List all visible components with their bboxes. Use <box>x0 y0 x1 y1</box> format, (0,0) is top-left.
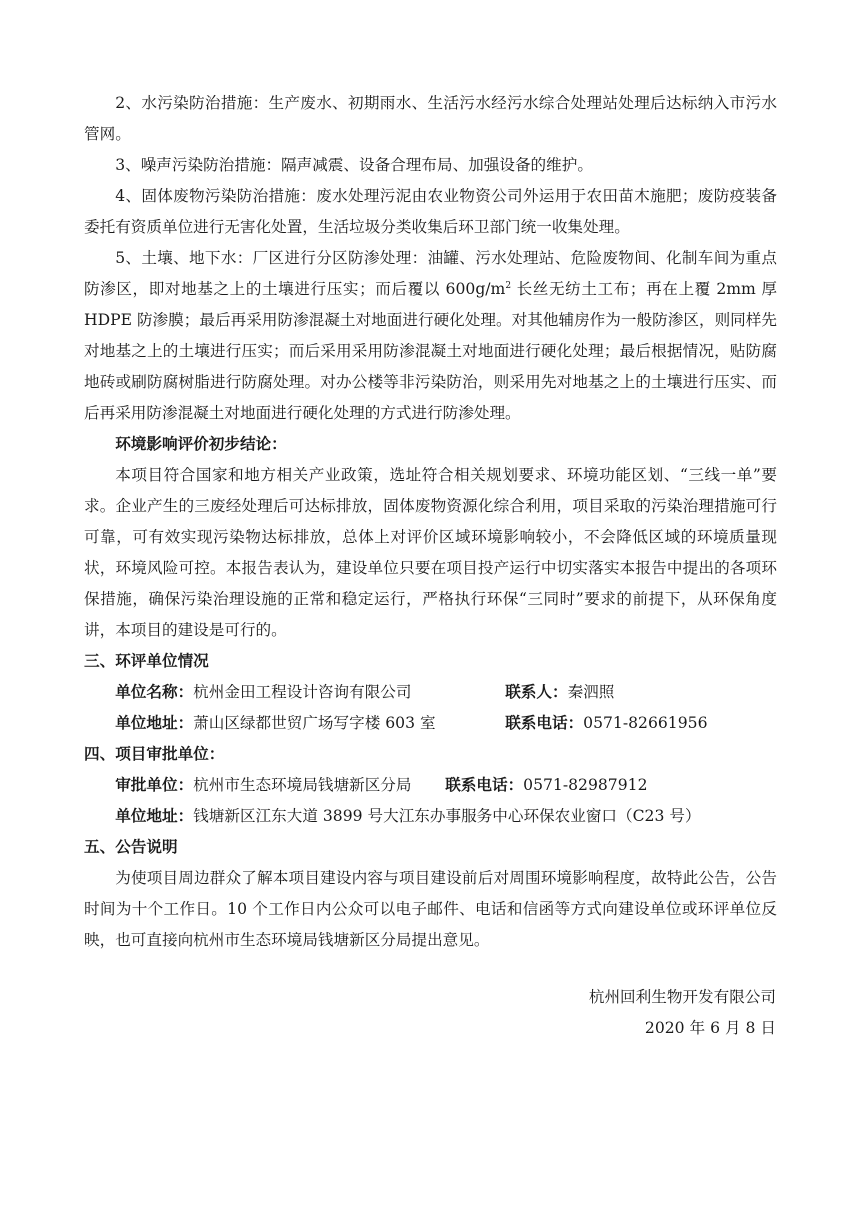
signature-company: 杭州回利生物开发有限公司 <box>588 988 776 1006</box>
eia-contact-value: 秦泗照 <box>567 683 615 701</box>
soil-superscript: 2 <box>505 280 512 291</box>
signature-block <box>589 982 776 1044</box>
conclusion-text: 本项目符合国家和地方相关产业政策，选址符合相关规划要求、环境功能区划、“三线一单”要求。企业产生的三废经处理后可达标排放，固体废物资源化综合利用，项目采取的污染治理措施可行可靠，可有效实现污染物达标排放，总体上对评价区域环境影响较小，不会降低区域的环境质量现状，环境风险可控。本报告表认为，建设单位只要在项目投产运行中切实落实本报告中提出的各项环保措施，确保污染治理设施的正常和稳定运行，严格执行环保“三同时”要求的前提下，从环保角度讲，本项目的建设是可行的。 <box>84 466 777 639</box>
approval-address-label: 单位地址： <box>115 807 194 825</box>
conclusion-heading: 环境影响评价初步结论： <box>115 435 287 453</box>
section5-heading: 五、公告说明 <box>84 838 178 856</box>
signature-date: 2020 年 6 月 8 日 <box>644 1019 776 1037</box>
measure-noise: 3、噪声污染防治措施：隔声减震、设备合理布局、加强设备的维护。 <box>115 156 593 174</box>
approval-address-value: 钱塘新区江东大道 3899 号大江东办事服务中心环保农业窗口（C23 号） <box>193 807 701 825</box>
section4-heading: 四、项目审批单位： <box>84 745 225 763</box>
section3-heading: 三、环评单位情况 <box>84 652 209 670</box>
eia-unit-value: 杭州金田工程设计咨询有限公司 <box>193 683 412 701</box>
approval-unit-row <box>84 770 777 801</box>
eia-address-value: 萧山区绿都世贸广场写字楼 603 室 <box>193 714 436 732</box>
approval-unit-value: 杭州市生态环境局钱塘新区分局 <box>193 776 412 794</box>
measure-water: 2、水污染防治措施：生产废水、初期雨水、生活污水经污水综合处理站处理后达标纳入市污水管网。 <box>84 94 777 143</box>
soil-text-part2: 长丝无纺土工布；再在上覆 2mm 厚 HDPE 防渗膜；最后再采用防渗混凝土对地面进行硬化处理。对其他辅房作为一般防渗区，则同样先对地基之上的土壤进行压实；而后采用采用防渗混凝土对地面进行硬化处理；最后根据情况，贴防腐地砖或刷防腐树脂进行防腐处理。对办公楼等非污染防治，则采用先对地基之上的土壤进行压实、而后再采用防渗混凝土对地面进行硬化处理的方式进行防渗处理。 <box>84 280 777 422</box>
soil-text-part1: 5、土壤、地下水：厂区进行分区防渗处理：油罐、污水处理站、危险废物间、化制车间为重点防渗区，即对地基之上的土壤进行压实；而后覆以 600g/m <box>84 249 777 298</box>
eia-unit-label: 单位名称： <box>115 683 194 701</box>
notice-text: 为使项目周边群众了解本项目建设内容与项目建设前后对周围环境影响程度，故特此公告，公告时间为十个工作日。10 个工作日内公众可以电子邮件、电话和信函等方式向建设单位或环评单位反映，也可直接向杭州市生态环境局钱塘新区分局提出意见。 <box>84 869 777 949</box>
measure-soil-groundwater <box>84 243 777 429</box>
eia-address-row <box>84 708 777 739</box>
approval-phone-label: 联系电话： <box>445 776 524 794</box>
eia-phone-value: 0571-82661956 <box>583 714 708 732</box>
approval-phone-value: 0571-82987912 <box>523 776 648 794</box>
eia-address-label: 单位地址： <box>115 714 194 732</box>
eia-contact-label: 联系人： <box>505 683 568 701</box>
eia-unit-row <box>84 677 777 708</box>
approval-address-row <box>84 801 777 832</box>
eia-phone-label: 联系电话： <box>505 714 584 732</box>
document-body <box>84 88 777 956</box>
measure-solid-waste: 4、固体废物污染防治措施：废水处理污泥由农业物资公司外运用于农田苗木施肥；废防疫装备委托有资质单位进行无害化处置，生活垃圾分类收集后环卫部门统一收集处理。 <box>84 187 777 236</box>
approval-unit-label: 审批单位： <box>115 776 194 794</box>
